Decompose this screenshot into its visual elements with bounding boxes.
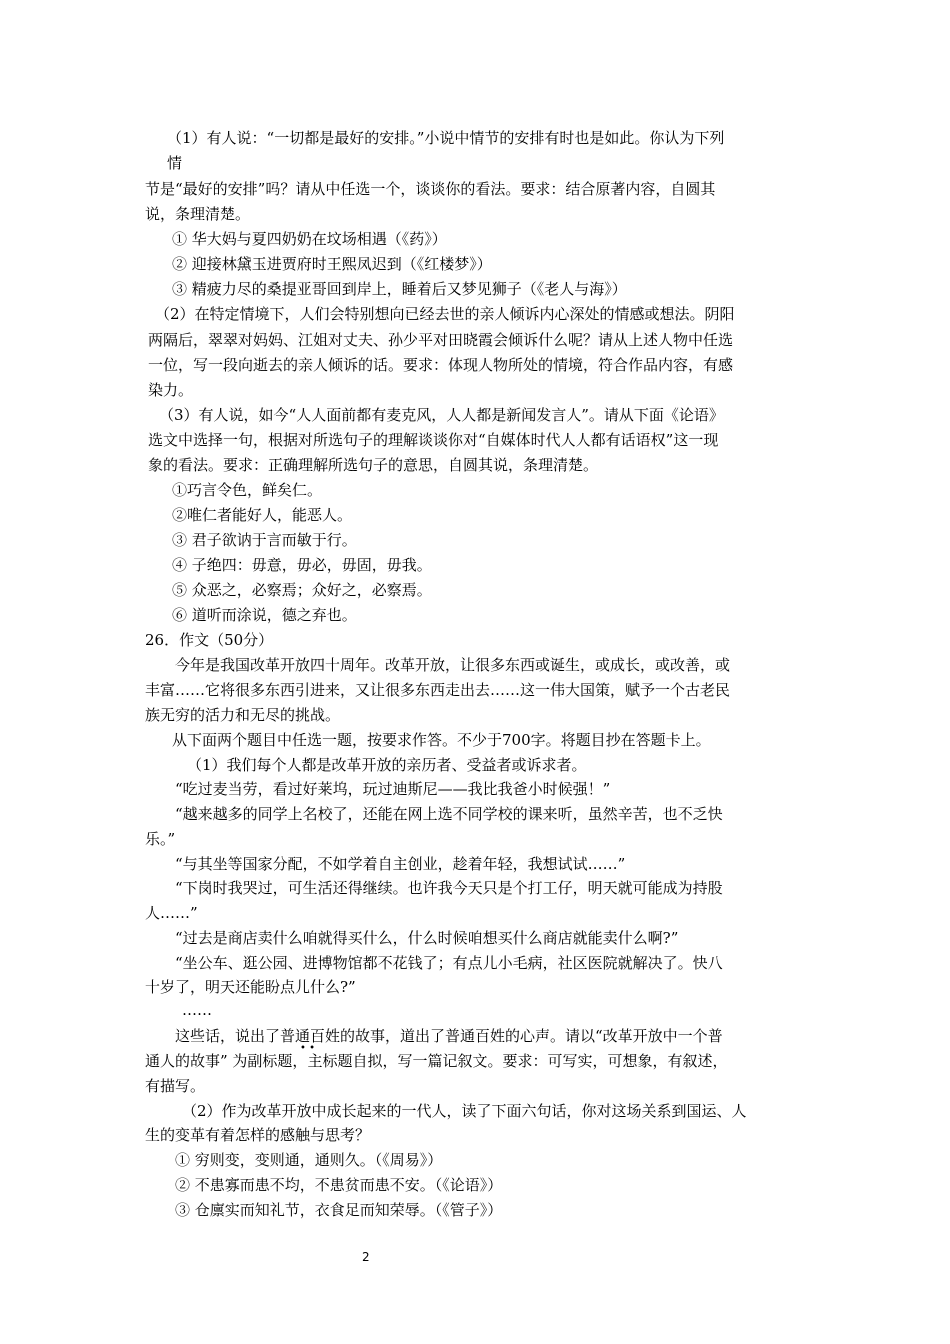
text-line: 说，条理清楚。	[145, 205, 251, 223]
text-line: ① 穷则变，变则通，通则久。（《周易》）	[175, 1151, 443, 1169]
text-line: 今年是我国改革开放四十周年。改革开放，让很多东西或诞生，或成长，或改善，或	[175, 656, 731, 674]
text-line: ② 不患寡而患不均，不患贫而患不安。（《论语》）	[175, 1176, 503, 1194]
text-line: 选文中选择一句，根据对所选句子的理解谈谈你对“自媒体时代人人都有话语权”这一现	[148, 431, 719, 449]
text-line: 两隔后，翠翠对妈妈、江姐对丈夫、孙少平对田晓霞会倾诉什么呢？请从上述人物中任选	[148, 331, 734, 349]
text-line: 染力。	[148, 381, 194, 399]
text-line: （1）有人说：“一切都是最好的安排。”小说中情节的安排有时也是如此。你认为下列	[167, 129, 725, 147]
ellipsis-line: ……	[182, 1001, 212, 1019]
text-line: 有描写。	[145, 1077, 206, 1095]
text-line: “过去是商店卖什么咱就得买什么，什么时候咱想买什么商店就能卖什么啊?”	[175, 929, 679, 947]
text-line: ① 华大妈与夏四奶奶在坟场相遇（《药》）	[172, 230, 447, 248]
text-line: “坐公车、逛公园、进博物馆都不花钱了；有点儿小毛病，社区医院就解决了。快八	[175, 954, 723, 972]
text-line: “越来越多的同学上名校了，还能在网上选不同学校的课来听，虽然辛苦，也不乏快	[175, 805, 723, 823]
text-line: 一位，写一段向逝去的亲人倾诉的话。要求：体现人物所处的情境，符合作品内容，有感	[148, 356, 734, 374]
text-line: 人……”	[145, 904, 198, 922]
text-line: ③ 精疲力尽的桑提亚哥回到岸上，睡着后又梦见狮子（《老人与海》）	[172, 280, 627, 298]
text-line: 这些话，说出了普通百姓的故事，道出了普通百姓的心声。请以“改革开放中一个普	[175, 1027, 723, 1045]
text-line: （3）有人说，如今“人人面前都有麦克风，人人都是新闻发言人”。请从下面《论语》	[159, 406, 724, 424]
text-line: “吃过麦当劳，看过好莱坞，玩过迪斯尼——我比我爸小时候强！”	[175, 780, 611, 798]
text-line: 十岁了，明天还能盼点儿什么?”	[145, 978, 356, 996]
text-line: ② 迎接林黛玉进贾府时王熙凤迟到（《红楼梦》）	[172, 255, 492, 273]
text-line: 从下面两个题目中任选一题，按要求作答。不少于700字。将题目抄在答题卡上。	[172, 731, 711, 749]
text-line: ⑤ 众恶之，必察焉；众好之，必察焉。	[172, 581, 432, 599]
text-line: ⑥ 道听而涂说，德之弃也。	[172, 606, 357, 624]
text-line: ①巧言令色，鲜矣仁。	[172, 481, 323, 499]
text-line: 族无穷的活力和无尽的挑战。	[145, 706, 341, 724]
text-line: ③ 君子欲讷于言而敏于行。	[172, 531, 357, 549]
text-line: “下岗时我哭过，可生活还得继续。也许我今天只是个打工仔，明天就可能成为持股	[175, 879, 723, 897]
page-number: 2	[362, 1250, 370, 1264]
text-line: （2）作为改革开放中成长起来的一代人，读了下面六句话，你对这场关系到国运、人	[182, 1102, 747, 1120]
text-line: ②唯仁者能好人，能恶人。	[172, 506, 353, 524]
text-line: （1）我们每个人都是改革开放的亲历者、受益者或诉求者。	[187, 756, 587, 774]
text-line: （2）在特定情境下，人们会特别想向已经去世的亲人倾诉内心深处的情感或想法。阴阳	[155, 305, 735, 323]
text-line: 象的看法。要求：正确理解所选句子的意思，自圆其说，条理清楚。	[148, 456, 599, 474]
text-line: 情	[167, 154, 183, 172]
text-line: 节是“最好的安排”吗？请从中任选一个，谈谈你的看法。要求：结合原著内容，自圆其	[145, 180, 716, 198]
text-line: ④ 子绝四：毋意，毋必，毋固，毋我。	[172, 556, 432, 574]
text-line: 通人的故事” 为副标题，主标题自拟，写一篇记叙文。要求：可写实，可想象，有叙述，	[145, 1052, 728, 1070]
emphasis-dots: • •	[300, 1043, 315, 1054]
section-heading: 26．作文（50分）	[145, 631, 274, 649]
text-line: “与其坐等国家分配，不如学着自主创业，趁着年轻，我想试试……”	[175, 855, 626, 873]
text-line: ③ 仓廪实而知礼节，衣食足而知荣辱。（《管子》）	[175, 1201, 503, 1219]
text-line: 生的变革有着怎样的感触与思考？	[145, 1126, 371, 1144]
text-line: 乐。”	[145, 830, 176, 848]
text-line: 丰富……它将很多东西引进来，又让很多东西走出去……这一伟大国策，赋予一个古老民	[145, 681, 731, 699]
